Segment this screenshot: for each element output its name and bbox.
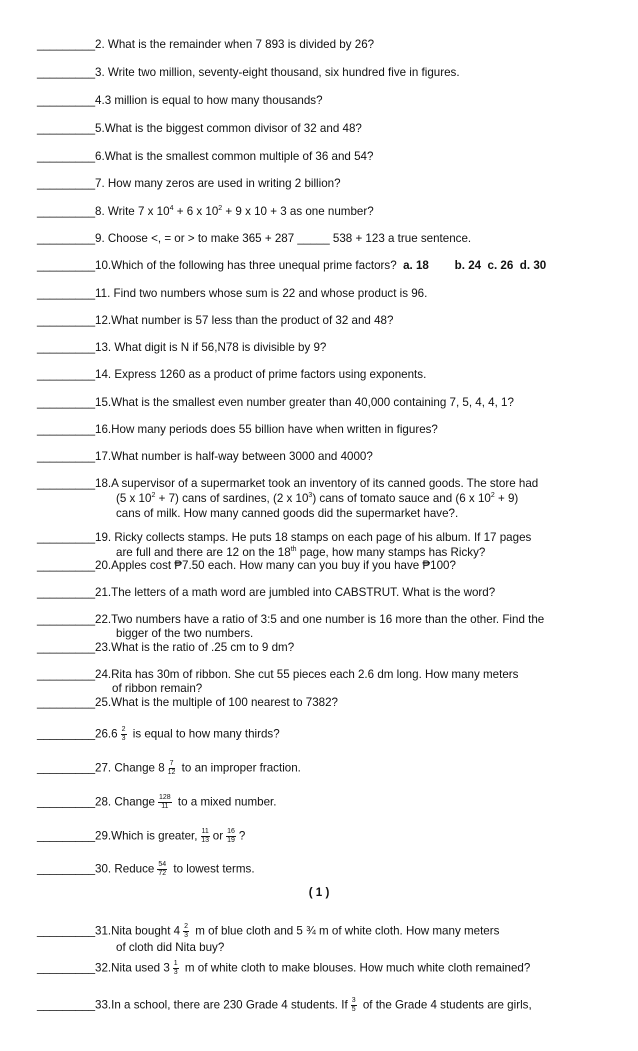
question-11: _________11. Find two numbers whose sum is 22 and whose product is 96. [37,287,428,300]
answer-blank[interactable]: _________ [37,613,96,626]
question-18: _________18.A supervisor of a supermarket took an inventory of its canned goods. The store had [37,477,539,490]
question-22: _________22.Two numbers have a ratio of 3:5 and one number is 16 more than the other. Find the [37,613,545,626]
question-32: _________32.Nita used 3 $\frac{1}{3}$ m of white cloth to make blouses. How much white cloth remained? [37,960,531,976]
question-24-line-2: of ribbon remain? [112,682,203,695]
question-17: _________17.What number is half-way between 3000 and 4000? [37,450,373,463]
question-5: _________5.What is the biggest common divisor of 32 and 48? [37,122,362,135]
answer-blank[interactable]: _________ [37,668,96,681]
question-31: _________31.Nita bought 4 $\frac{2}{3}$ m of blue cloth and 5 ¾ m of white cloth. How many meters [37,923,500,939]
answer-blank[interactable]: _________ [37,924,96,938]
answer-blank[interactable]: _________ [37,531,96,544]
question-7: _________7. How many zeros are used in writing 2 billion? [37,177,341,190]
question-27: _________27. Change 8 $\frac{7}{12}$ to an improper fraction. [37,760,301,776]
answer-blank[interactable]: _________ [37,998,96,1012]
question-4: _________4.3 million is equal to how many thousands? [37,94,323,107]
answer-blank[interactable]: _________ [37,205,96,218]
question-31-line-2: of cloth did Nita buy? [116,941,225,954]
question-15: _________15.What is the smallest even number greater than 40,000 containing 7, 5, 4, 4, 1? [37,396,514,409]
answer-blank[interactable]: _________ [37,259,96,272]
question-19: _________19. Ricky collects stamps. He puts 18 stamps on each page of his album. If 17 pages [37,531,532,544]
choice-a[interactable]: a. 18 [403,259,429,272]
fraction: $\frac{54}{72}$ [158,861,167,877]
answer-blank[interactable]: _________ [37,641,96,654]
choice-d[interactable]: d. 30 [519,259,547,272]
answer-blank[interactable]: _________ [37,761,96,775]
answer-blank[interactable]: _________ [37,150,96,163]
answer-blank[interactable]: _________ [37,961,96,975]
question-2: _________2. What is the remainder when 7 893 is divided by 26? [37,38,375,51]
answer-blank[interactable]: _________ [37,450,96,463]
answer-blank[interactable]: _________ [37,38,96,51]
answer-blank[interactable]: _________ [37,314,96,327]
question-24: _________24.Rita has 30m of ribbon. She cut 55 pieces each 2.6 dm long. How many meters [37,668,519,681]
question-25: _________25.What is the multiple of 100 nearest to 7382? [37,696,339,709]
question-33: _________33.In a school, there are 230 Grade 4 students. If $\frac{3}{5}$ of the Grade 4 students are girls, [37,997,532,1013]
fraction: $\frac{16}{19}$ [227,828,235,844]
question-9: _________9. Choose <, = or > to make 365 + 287 _____ 538 + 123 a true sentence. [37,232,472,245]
answer-blank[interactable]: _________ [37,862,96,876]
page-number: ( 1 ) [308,886,330,899]
fraction: $\frac{2}{3}$ [121,726,126,742]
answer-blank[interactable]: _________ [37,177,96,190]
question-23: _________23.What is the ratio of .25 cm to 9 dm? [37,641,295,654]
question-10: _________10.Which of the following has three unequal prime factors? a. 18 b. 24 c. 26 d. 30 [37,259,547,272]
answer-blank[interactable]: _________ [37,727,96,741]
answer-blank[interactable]: _________ [37,696,96,709]
answer-blank[interactable]: _________ [37,795,96,809]
question-8: _________8. Write 7 x $10^4 + 6$ x $10^2 + 9$ x 10 + 3 as one number? [37,205,374,218]
answer-blank[interactable]: _________ [37,232,96,245]
question-14: _________14. Express 1260 as a product of prime factors using exponents. [37,368,427,381]
answer-blank[interactable]: _________ [37,94,96,107]
answer-blank[interactable]: _________ [37,829,96,843]
question-28: _________28. Change $\frac{128}{11}$ to a mixed number. [37,794,277,810]
question-21: _________21.The letters of a math word are jumbled into CABSTRUT. What is the word? [37,586,496,599]
question-18-line-3: cans of milk. How many canned goods did the supermarket have?. [116,507,459,520]
answer-blank[interactable]: _________ [37,368,96,381]
question-20: _________20.Apples cost ₱7.50 each. How many can you buy if you have ₱100? [37,559,456,572]
answer-blank[interactable]: _________ [37,341,96,354]
question-30: _________30. Reduce $\frac{54}{72}$ to lowest terms. [37,861,255,877]
answer-blank[interactable]: _________ [37,396,96,409]
answer-blank[interactable]: _________ [37,559,96,572]
question-29: _________29.Which is greater, $\frac{11}{13}$ or $\frac{16}{19}$ ? [37,828,246,844]
choice-c[interactable]: c. 26 [487,259,514,272]
fraction: $\frac{11}{13}$ [201,828,210,844]
fraction: $\frac{7}{12}$ [167,760,176,776]
answer-blank[interactable]: _________ [37,122,96,135]
answer-blank[interactable]: _________ [37,287,96,300]
answer-blank[interactable]: _________ [37,66,96,79]
question-6: _________6.What is the smallest common multiple of 36 and 54? [37,150,374,163]
question-12: _________12.What number is 57 less than the product of 32 and 48? [37,314,394,327]
question-26: _________26.6 $\frac{2}{3}$ is equal to how many thirds? [37,726,280,742]
answer-blank[interactable]: _________ [37,586,96,599]
question-16: _________16.How many periods does 55 billion have when written in figures? [37,423,438,436]
choice-b[interactable]: b. 24 [454,259,482,272]
question-3: _________3. Write two million, seventy-eight thousand, six hundred five in figures. [37,66,460,79]
question-13: _________13. What digit is N if 56,N78 is divisible by 9? [37,341,327,354]
answer-blank[interactable]: _________ [37,477,96,490]
question-19-line-2: are full and there are 12 on the 18th page, how many stamps has Ricky? [116,546,486,559]
answer-blank[interactable]: _________ [37,423,96,436]
fraction: $\frac{1}{3}$ [173,960,178,976]
fraction: $\frac{3}{5}$ [351,997,356,1013]
fraction: $\frac{2}{3}$ [184,923,189,939]
fraction: $\frac{128}{11}$ [158,794,171,810]
question-22-line-2: bigger of the two numbers. [116,627,254,640]
question-18-line-2: (5 x $10^2 + 7$) cans of sardines, (2 x $10^3$) cans of tomato sauce and (6 x $10^2 + 9$) [116,492,519,505]
